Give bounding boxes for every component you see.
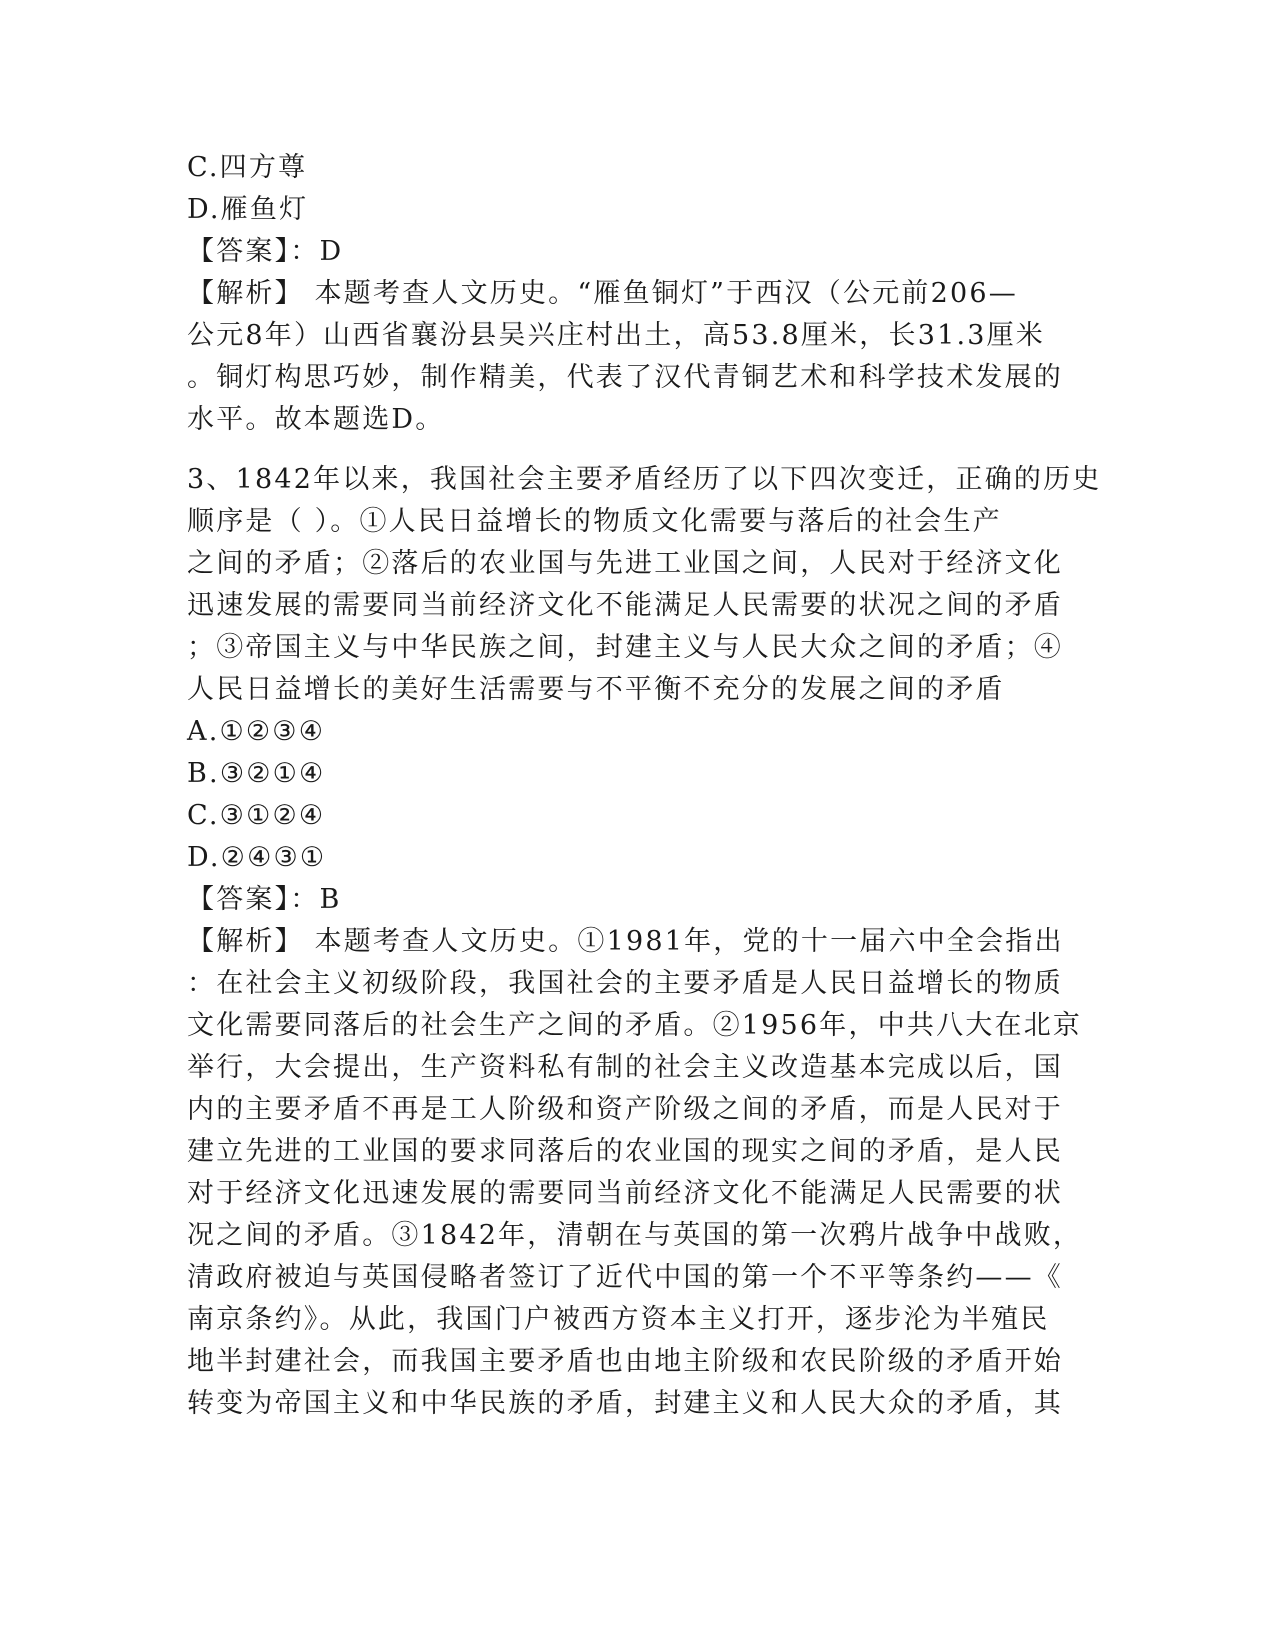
option-d: D.雁鱼灯 <box>187 194 309 225</box>
analysis-line: 地半封建社会，而我国主要矛盾也由地主阶级和农民阶级的矛盾开始 <box>187 1346 1063 1377</box>
question-line: ；③帝国主义与中华民族之间，封建主义与人民大众之间的矛盾；④ <box>187 632 1063 663</box>
option-d: D.②④③① <box>187 842 327 873</box>
analysis-line: ：在社会主义初级阶段，我国社会的主要矛盾是人民日益增长的物质 <box>187 968 1063 999</box>
section-gap <box>187 441 1087 459</box>
analysis-line: 文化需要同落后的社会生产之间的矛盾。②1956年，中共八大在北京 <box>187 1010 1083 1041</box>
analysis-line: 清政府被迫与英国侵略者签订了近代中国的第一个不平等条约——《 <box>187 1262 1063 1293</box>
option-c: C.③①②④ <box>187 800 326 831</box>
analysis-line: 内的主要矛盾不再是工人阶级和资产阶级之间的矛盾，而是人民对于 <box>187 1094 1063 1125</box>
option-a: A.①②③④ <box>187 716 326 747</box>
question-line: 人民日益增长的美好生活需要与不平衡不充分的发展之间的矛盾 <box>187 674 1005 705</box>
analysis-line: 建立先进的工业国的要求同落后的农业国的现实之间的矛盾，是人民 <box>187 1136 1063 1167</box>
analysis-line: 【解析】 本题考查人文历史。“雁鱼铜灯”于西汉（公元前206— <box>187 278 1018 309</box>
answer-line: 【答案】：D <box>187 236 344 267</box>
analysis-line: 【解析】 本题考查人文历史。①1981年，党的十一届六中全会指出 <box>187 926 1064 957</box>
analysis-line: 转变为帝国主义和中华民族的矛盾，封建主义和人民大众的矛盾，其 <box>187 1388 1063 1419</box>
question-line: 3、1842年以来，我国社会主要矛盾经历了以下四次变迁，正确的历史 <box>187 464 1102 495</box>
question-line: 顺序是（ ）。①人民日益增长的物质文化需要与落后的社会生产 <box>187 506 1002 537</box>
analysis-line: 对于经济文化迅速发展的需要同当前经济文化不能满足人民需要的状 <box>187 1178 1063 1209</box>
option-b: B.③②①④ <box>187 758 326 789</box>
answer-line: 【答案】：B <box>187 884 342 915</box>
analysis-line: 水平。故本题选D。 <box>187 404 445 435</box>
analysis-line: 况之间的矛盾。③1842年，清朝在与英国的第一次鸦片战争中战败， <box>187 1220 1083 1251</box>
analysis-line: 。铜灯构思巧妙，制作精美，代表了汉代青铜艺术和科学技术发展的 <box>187 362 1063 393</box>
document-page <box>187 147 1102 1425</box>
analysis-line: 举行，大会提出，生产资料私有制的社会主义改造基本完成以后，国 <box>187 1052 1063 1083</box>
analysis-line: 南京条约》。从此，我国门户被西方资本主义打开，逐步沦为半殖民 <box>187 1304 1050 1335</box>
question-line: 之间的矛盾；②落后的农业国与先进工业国之间，人民对于经济文化 <box>187 548 1063 579</box>
option-c: C.四方尊 <box>187 152 308 183</box>
question-line: 迅速发展的需要同当前经济文化不能满足人民需要的状况之间的矛盾 <box>187 590 1063 621</box>
analysis-line: 公元8年）山西省襄汾县吴兴庄村出土，高53.8厘米，长31.3厘米 <box>187 320 1046 351</box>
